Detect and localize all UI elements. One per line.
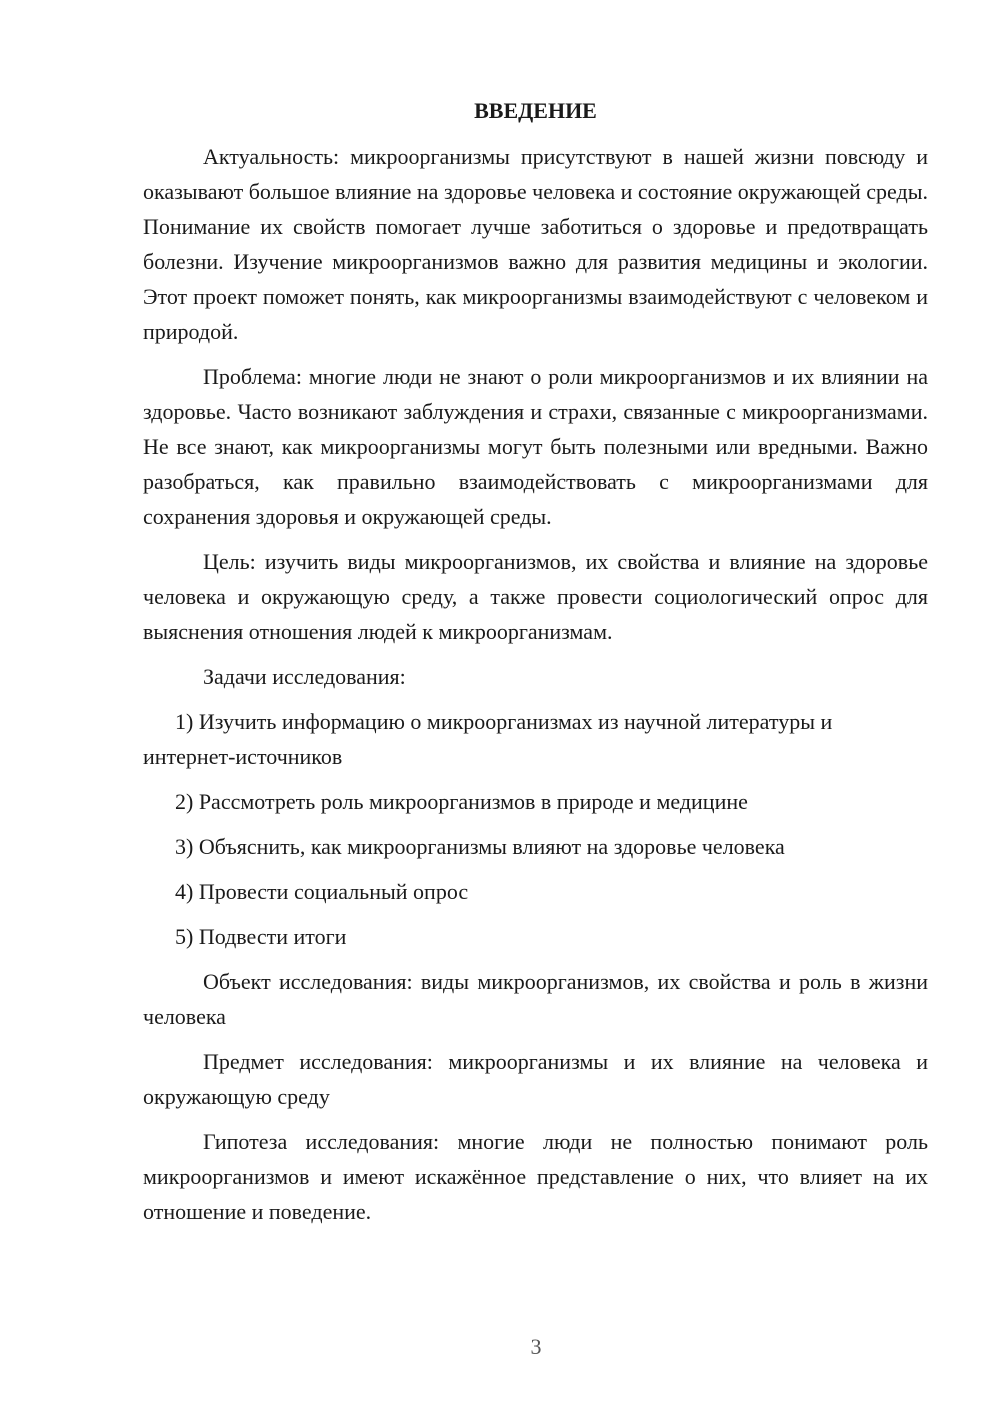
- goal-paragraph: Цель: изучить виды микроорганизмов, их свойства и влияние на здоровье человека и окружающую среду, а также провести социологический опрос для выяснения отношения людей к микроорганизмам.: [143, 549, 928, 644]
- task-item: 2) Рассмотреть роль микроорганизмов в природе и медицине: [175, 789, 748, 814]
- tasks-heading: Задачи исследования:: [203, 664, 406, 689]
- hypothesis-paragraph: Гипотеза исследования: многие люди не полностью понимают роль микроорганизмов и имеют искажённое представление о них, что влияет на их отношение и поведение.: [143, 1129, 928, 1224]
- object-paragraph: Объект исследования: виды микроорганизмов, их свойства и роль в жизни человека: [143, 969, 928, 1029]
- section-title: ВВЕДЕНИЕ: [474, 98, 597, 123]
- document-body: [143, 96, 928, 1239]
- task-item: 4) Провести социальный опрос: [175, 879, 469, 904]
- task-item: 5) Подвести итоги: [175, 924, 347, 949]
- tasks-list: [143, 704, 928, 954]
- relevance-paragraph: Актуальность: микроорганизмы присутствуют в нашей жизни повсюду и оказывают большое влияние на здоровье человека и состояние окружающей среды. Понимание их свойств помогает лучше заботиться о здоровье и предотвращать болезни. Изучение микроорганизмов важно для развития медицины и экологии. Этот проект поможет понять, как микроорганизмы взаимодействуют с человеком и природой.: [143, 144, 928, 344]
- subject-paragraph: Предмет исследования: микроорганизмы и их влияние на человека и окружающую среду: [143, 1049, 928, 1109]
- problem-paragraph: Проблема: многие люди не знают о роли микроорганизмов и их влиянии на здоровье. Часто возникают заблуждения и страхи, связанные с микроорганизмами. Не все знают, как микроорганизмы могут быть полезными или вредными. Важно разобраться, как правильно взаимодействовать с микроорганизмами для сохранения здоровья и окружающей среды.: [143, 364, 928, 529]
- task-item: 1) Изучить информацию о микроорганизмах из научной литературы и интернет-источников: [143, 709, 833, 769]
- page-number: 3: [530, 1334, 542, 1359]
- task-item: 3) Объяснить, как микроорганизмы влияют на здоровье человека: [175, 834, 785, 859]
